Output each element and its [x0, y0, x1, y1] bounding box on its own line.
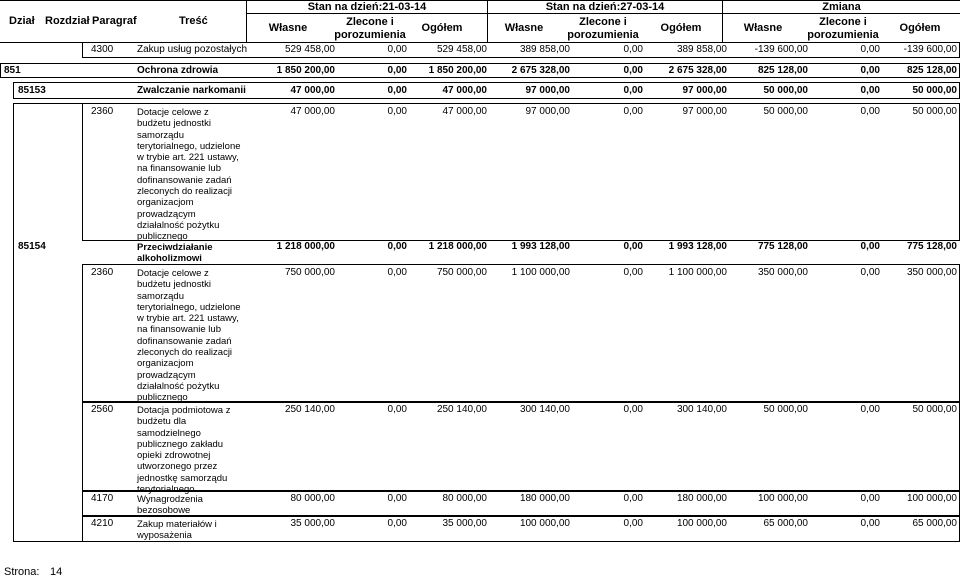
sub-wlasne-header: Własne	[504, 22, 544, 34]
row-code: 2360	[91, 106, 114, 117]
value-ogolem: 389 858,00	[676, 44, 727, 55]
sub-wlasne-header: Własne	[743, 22, 783, 34]
value-zlecone: 0,00	[860, 85, 880, 96]
row-description: Zakup materiałów i wyposażenia	[137, 519, 217, 542]
value-wlasne: 775 128,00	[757, 241, 808, 252]
value-wlasne: 300 140,00	[519, 404, 570, 415]
value-ogolem: 2 675 328,00	[668, 65, 727, 76]
value-zlecone: 0,00	[860, 404, 880, 415]
sub-wlasne-header: Własne	[268, 22, 308, 34]
value-zlecone: 0,00	[387, 518, 407, 529]
value-wlasne: 47 000,00	[290, 85, 335, 96]
value-zlecone: 0,00	[860, 518, 880, 529]
value-ogolem: 100 000,00	[906, 493, 957, 504]
value-wlasne: 35 000,00	[290, 518, 335, 529]
value-wlasne: 50 000,00	[763, 404, 808, 415]
row-code: 4210	[91, 518, 114, 529]
value-zlecone: 0,00	[387, 65, 407, 76]
value-ogolem: 300 140,00	[676, 404, 727, 415]
value-ogolem: 97 000,00	[682, 106, 727, 117]
value-ogolem: 65 000,00	[912, 518, 957, 529]
value-ogolem: 1 993 128,00	[668, 241, 727, 252]
chapter-code: 85153	[18, 85, 46, 96]
value-zlecone: 0,00	[387, 493, 407, 504]
value-zlecone: 0,00	[387, 241, 407, 252]
sub-ogolem-header: Ogółem	[421, 22, 463, 34]
group1-header: Stan na dzień:21-03-14	[307, 1, 427, 13]
chapter-border	[13, 103, 14, 244]
value-wlasne: 1 218 000,00	[276, 241, 335, 252]
page-label: Strona:	[4, 566, 40, 578]
value-zlecone: 0,00	[623, 267, 643, 278]
row-description: Dotacje celowe z budżetu jednostki samorządu terytorialnego, udzielone w trybie art. 221 ustawy, na finansowanie lub dofinansowanie zadań zleconych do realizacji organizacjom prowadzącym działalność pożytku publicznego	[137, 268, 241, 404]
value-zlecone: 0,00	[623, 404, 643, 415]
value-wlasne: 2 675 328,00	[511, 65, 570, 76]
value-zlecone: 0,00	[623, 106, 643, 117]
value-zlecone: 0,00	[623, 493, 643, 504]
value-wlasne: 825 128,00	[757, 65, 808, 76]
row-description: Zakup usług pozostałych	[137, 44, 248, 55]
col-dzial-header: Dział	[9, 15, 35, 27]
row-description: Dotacja podmiotowa z budżetu dla samodzielnego publicznego zakładu opieki zdrowotnej utworzonego przez jednostkę samorządu terytorialnego	[137, 405, 231, 496]
value-ogolem: 35 000,00	[442, 518, 487, 529]
value-zlecone: 0,00	[623, 44, 643, 55]
chapter-description: Zwalczanie narkomanii	[137, 85, 246, 96]
sub-zlecone-header: Zlecone i	[346, 16, 394, 28]
value-ogolem: 1 850 200,00	[428, 65, 487, 76]
value-ogolem: 1 218 000,00	[428, 241, 487, 252]
row-code: 4300	[91, 44, 114, 55]
value-zlecone: 0,00	[860, 241, 880, 252]
value-zlecone: 0,00	[860, 493, 880, 504]
value-zlecone: 0,00	[387, 85, 407, 96]
value-ogolem: 100 000,00	[676, 518, 727, 529]
value-ogolem: 50 000,00	[912, 85, 957, 96]
value-wlasne: 1 850 200,00	[276, 65, 335, 76]
value-ogolem: 775 128,00	[906, 241, 957, 252]
value-zlecone: 0,00	[623, 241, 643, 252]
value-wlasne: 350 000,00	[757, 267, 808, 278]
value-wlasne: 97 000,00	[525, 106, 570, 117]
value-zlecone: 0,00	[387, 44, 407, 55]
value-zlecone: 0,00	[623, 65, 643, 76]
value-zlecone: 0,00	[860, 106, 880, 117]
division-code: 851	[4, 65, 21, 76]
value-wlasne: 1 100 000,00	[511, 267, 570, 278]
sub-zlecone-header-2: porozumienia	[567, 29, 639, 41]
row-description: Dotacje celowe z budżetu jednostki samorządu terytorialnego, udzielone w trybie art. 221 ustawy, na finansowanie lub dofinansowanie zadań zleconych do realizacji organizacjom prowadzącym działalność pożytku publicznego	[137, 107, 241, 243]
sub-zlecone-header: Zlecone i	[579, 16, 627, 28]
sub-zlecone-header-2: porozumienia	[334, 29, 406, 41]
header-top-line	[0, 0, 960, 1]
value-zlecone: 0,00	[387, 267, 407, 278]
group-divider-line	[246, 13, 960, 14]
row-code: 4170	[91, 493, 114, 504]
row-code: 2560	[91, 404, 114, 415]
value-wlasne: 50 000,00	[763, 85, 808, 96]
value-ogolem: 47 000,00	[442, 85, 487, 96]
value-wlasne: 250 140,00	[284, 404, 335, 415]
col-rozdzial-header: Rozdział	[45, 15, 90, 27]
row-description: Wynagrodzenia bezosobowe	[137, 494, 203, 517]
col-tresc-header: Treść	[179, 15, 208, 27]
sub-ogolem-header: Ogółem	[660, 22, 702, 34]
sub-ogolem-header: Ogółem	[899, 22, 941, 34]
value-ogolem: 825 128,00	[906, 65, 957, 76]
value-wlasne: 389 858,00	[519, 44, 570, 55]
value-ogolem: 1 100 000,00	[668, 267, 727, 278]
col-paragraf-header: Paragraf	[92, 15, 137, 27]
value-wlasne: 180 000,00	[519, 493, 570, 504]
value-zlecone: 0,00	[860, 267, 880, 278]
value-wlasne: 750 000,00	[284, 267, 335, 278]
group2-header: Stan na dzień:27-03-14	[545, 1, 665, 13]
value-ogolem: 97 000,00	[682, 85, 727, 96]
value-zlecone: 0,00	[623, 85, 643, 96]
sub-zlecone-header-2: porozumienia	[807, 29, 879, 41]
value-zlecone: 0,00	[387, 404, 407, 415]
value-ogolem: 180 000,00	[676, 493, 727, 504]
value-wlasne: 529 458,00	[284, 44, 335, 55]
value-wlasne: 1 993 128,00	[511, 241, 570, 252]
value-ogolem: 47 000,00	[442, 106, 487, 117]
value-wlasne: 50 000,00	[763, 106, 808, 117]
value-ogolem: 50 000,00	[912, 106, 957, 117]
value-ogolem: 350 000,00	[906, 267, 957, 278]
value-wlasne: 65 000,00	[763, 518, 808, 529]
row-code: 2360	[91, 267, 114, 278]
value-wlasne: 100 000,00	[757, 493, 808, 504]
sub-zlecone-header: Zlecone i	[819, 16, 867, 28]
value-zlecone: 0,00	[860, 65, 880, 76]
chapter-code: 85154	[18, 241, 46, 252]
value-ogolem: 750 000,00	[436, 267, 487, 278]
value-zlecone: 0,00	[623, 518, 643, 529]
value-wlasne: 47 000,00	[290, 106, 335, 117]
group3-header: Zmiana	[822, 1, 861, 13]
value-ogolem: 50 000,00	[912, 404, 957, 415]
page-number: 14	[50, 566, 63, 578]
chapter-border	[13, 244, 14, 542]
value-wlasne: 80 000,00	[290, 493, 335, 504]
chapter-description: Przeciwdziałanie alkoholizmowi	[137, 242, 213, 265]
value-ogolem: 250 140,00	[436, 404, 487, 415]
value-wlasne: -139 600,00	[754, 44, 808, 55]
value-ogolem: -139 600,00	[903, 44, 957, 55]
value-ogolem: 529 458,00	[436, 44, 487, 55]
value-wlasne: 97 000,00	[525, 85, 570, 96]
value-wlasne: 100 000,00	[519, 518, 570, 529]
value-zlecone: 0,00	[387, 106, 407, 117]
division-description: Ochrona zdrowia	[137, 65, 219, 76]
value-ogolem: 80 000,00	[442, 493, 487, 504]
value-zlecone: 0,00	[860, 44, 880, 55]
